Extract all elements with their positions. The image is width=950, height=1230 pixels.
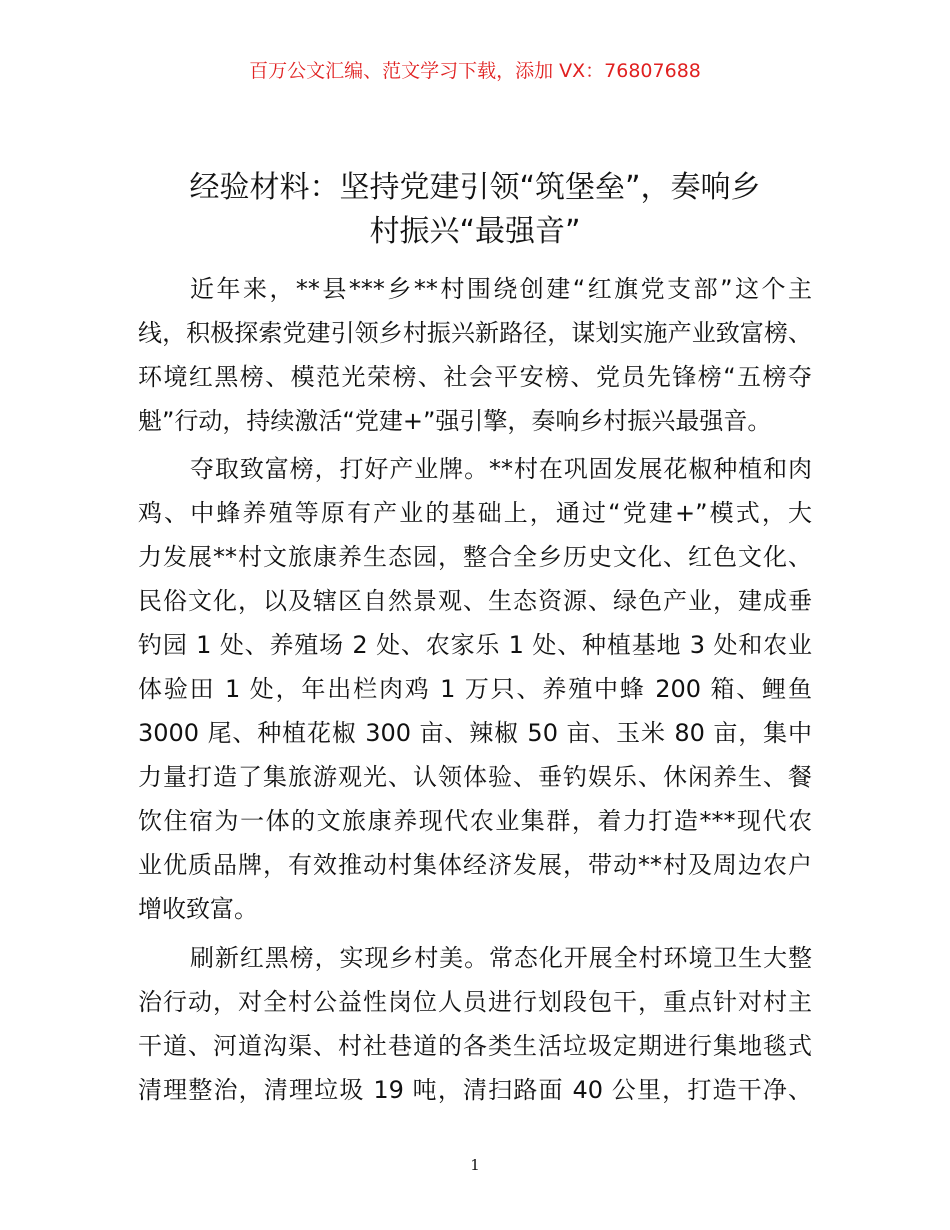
- paragraph: [138, 267, 812, 443]
- title-line: 经验材料：坚持党建引领“筑堡垒”，奏响乡: [189, 170, 761, 205]
- text-line: 刷新红黑榜，实现乡村美。常态化开展全村环境卫生大整: [190, 944, 812, 972]
- text-line: 民俗文化，以及辖区自然景观、生态资源、绿色产业，建成垂: [138, 587, 812, 615]
- text-line: 力量打造了集旅游观光、认领体验、垂钓娱乐、休闲养生、餐: [138, 763, 812, 791]
- text-line: 体验田 1 处，年出栏肉鸡 1 万只、养殖中蜂 200 箱、鲤鱼: [138, 675, 812, 703]
- text-line: 力发展**村文旅康养生态园，整合全乡历史文化、红色文化、: [138, 543, 812, 571]
- text-line: 清理整治，清理垃圾 19 吨，清扫路面 40 公里，打造干净、: [138, 1076, 812, 1104]
- text-line: 近年来，**县***乡**村围绕创建“红旗党支部”这个主: [190, 275, 812, 303]
- text-line: 鸡、中蜂养殖等原有产业的基础上，通过“党建+”模式，大: [138, 499, 812, 527]
- document-title: [130, 166, 820, 254]
- text-line: 业优质品牌，有效推动村集体经济发展，带动**村及周边农户: [138, 851, 812, 879]
- title-line: 村振兴“最强音”: [369, 214, 581, 249]
- text-line: 饮住宿为一体的文旅康养现代农业集群，着力打造***现代农: [138, 807, 812, 835]
- text-line: 夺取致富榜，打好产业牌。**村在巩固发展花椒种植和肉: [190, 455, 812, 483]
- text-line: 环境红黑榜、模范光荣榜、社会平安榜、党员先锋榜“五榜夺: [138, 363, 812, 391]
- text-line: 魁”行动，持续激活“党建+”强引擎，奏响乡村振兴最强音。: [138, 407, 772, 435]
- paragraph: [138, 447, 812, 931]
- text-line: 增收致富。: [138, 895, 258, 923]
- text-line: 治行动，对全村公益性岗位人员进行划段包干，重点针对村主: [138, 988, 812, 1016]
- page-number: 1: [470, 1156, 480, 1174]
- watermark-banner: 百万公文汇编、范文学习下载，添加 VX：76807688: [249, 60, 701, 82]
- text-line: 干道、河道沟渠、村社巷道的各类生活垃圾定期进行集地毯式: [138, 1032, 812, 1060]
- text-line: 3000 尾、种植花椒 300 亩、辣椒 50 亩、玉米 80 亩，集中: [138, 719, 812, 747]
- paragraph: [138, 936, 812, 1112]
- text-line: 钓园 1 处、养殖场 2 处、农家乐 1 处、种植基地 3 处和农业: [138, 631, 812, 659]
- text-line: 线，积极探索党建引领乡村振兴新路径，谋划实施产业致富榜、: [138, 319, 812, 347]
